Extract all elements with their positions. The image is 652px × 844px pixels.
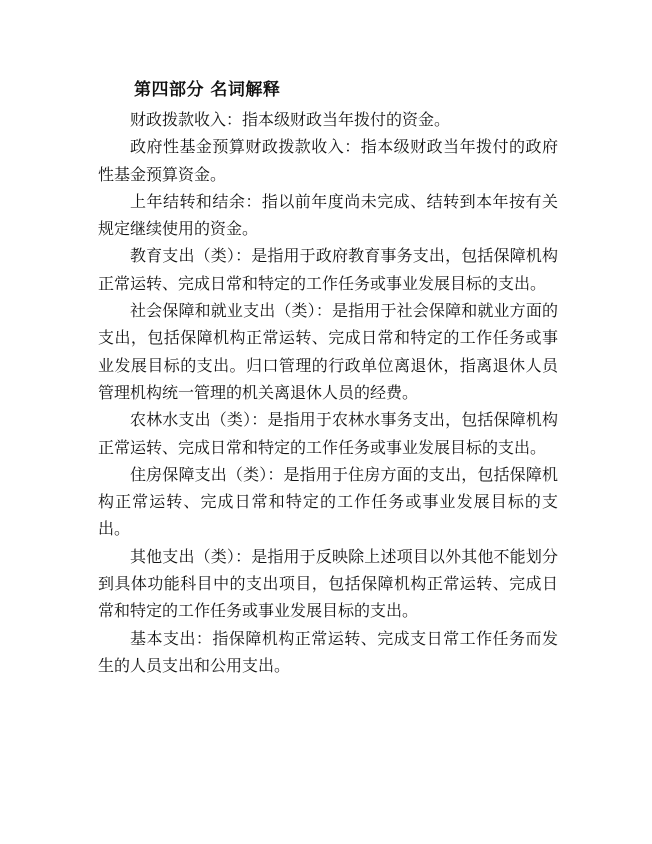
definition-paragraph: 农林水支出（类）：是指用于农林水事务支出，包括保障机构正常运转、完成日常和特定的工作任务或事业发展目标的支出。 xyxy=(98,410,558,457)
definition-paragraph: 住房保障支出（类）：是指用于住房方面的支出，包括保障机构正常运转、完成日常和特定的工作任务或事业发展目标的支出。 xyxy=(98,464,558,539)
definition-paragraph: 财政拨款收入：指本级财政当年拨付的资金。 xyxy=(130,110,451,129)
section-heading: 第四部分 名词解释 xyxy=(134,80,281,100)
definition-paragraph: 政府性基金预算财政拨款收入：指本级财政当年拨付的政府性基金预算资金。 xyxy=(98,137,558,184)
definition-paragraph: 上年结转和结余：指以前年度尚未完成、结转到本年按有关规定继续使用的资金。 xyxy=(98,191,558,239)
definition-paragraph: 社会保障和就业支出（类）：是指用于社会保障和就业方面的支出，包括保障机构正常运转、完成日常和特定的工作任务或事业发展目标的支出。归口管理的行政单位离退休，指离退休人员管理机构统一管理的机关离退休人员的经费。 xyxy=(98,301,558,402)
definition-paragraph: 基本支出：指保障机构正常运转、完成支日常工作任务而发生的人员支出和公用支出。 xyxy=(98,628,558,675)
definitions-body xyxy=(98,106,558,679)
definition-paragraph: 教育支出（类）：是指用于政府教育事务支出，包括保障机构正常运转、完成日常和特定的工作任务或事业发展目标的支出。 xyxy=(98,246,558,293)
definition-paragraph: 其他支出（类）：是指用于反映除上述项目以外其他不能划分到具体功能科目中的支出项目，包括保障机构正常运转、完成日常和特定的工作任务或事业发展目标的支出。 xyxy=(98,546,558,621)
